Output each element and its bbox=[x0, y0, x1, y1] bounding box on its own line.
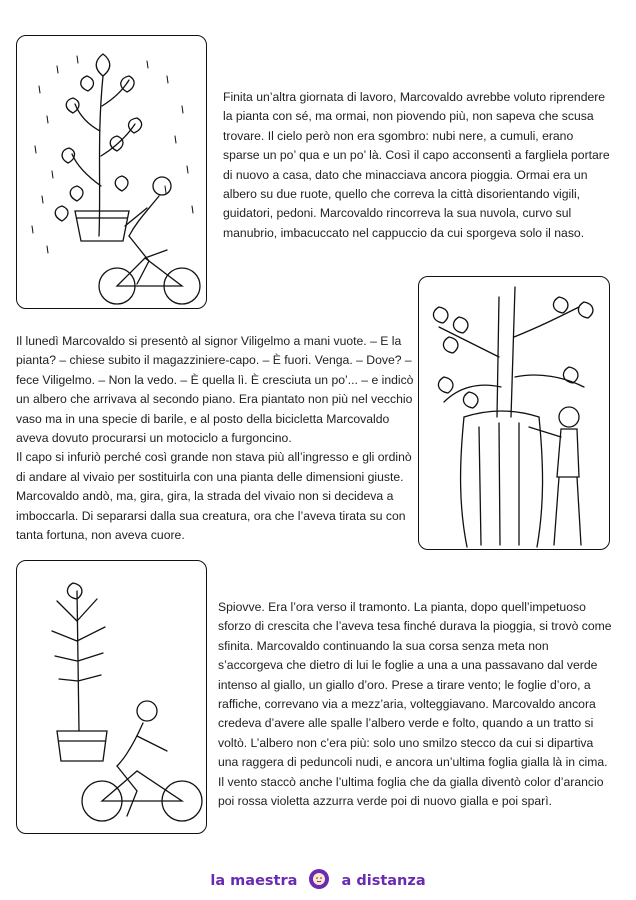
paragraph-one: Finita un’altra giornata di lavoro, Marcovaldo avrebbe voluto riprendere la pianta con sé, ma ormai, non piovendo più, non sapeva che scusa trovare. Il cielo però non era sgombro: nubi nere, a cumuli, erano sparse un po’ qua e un po’ là. Così il capo acconsentì a fargliela portare di nuovo a casa, dato che minacciava ancora pioggia. Ormai era un albero su due ruote, quello che correva la città disorientando vigili, guidatori, pedoni. Marcovaldo rincorreva la sua nuvola, curvo sul manubrio, imbacuccato nel cappuccio da cui sporgeva solo il naso. bbox=[223, 90, 610, 240]
brand-text-left: la maestra bbox=[210, 873, 298, 889]
paragraph-two: Il lunedì Marcovaldo si presentò al signor Viligelmo a mani vuote. – E la pianta? – chiese subito il magazziniere-capo. – È fuori. Venga. – Dove? – fece Viligelmo. – Non la vedo. – È quella lì. È cresciuta un po’... – e indicò un albero che arrivava al secondo piano. Era piantato non più nel vecchio vaso ma in una specie di barile, e al posto della bicicletta Marcovaldo aveva dovuto procurarsi un motociclo a furgoncino. Il capo si infuriò perché così grande non stava più all’ingresso e gli ordinò di andare al vivaio per sostituirla con una pianta delle dimensioni giuste. Marcovaldo andò, ma, gira, gira, la strada del vivaio non si decideva a imboccarla. Di separarsi dalla sua creatura, ora che l’aveva tirata su con tanta fortuna, non aveva cuore. bbox=[16, 334, 414, 543]
rider-rain-drawing bbox=[17, 36, 206, 308]
paragraph-three: Spiovve. Era l’ora verso il tramonto. La pianta, dopo quell’impetuoso sforzo di crescita che l’aveva tesa finché durava la pioggia, si trovò come sfinita. Marcovaldo continuando la sua corsa senza meta non s’accorgeva che dietro di lui le foglie a una a una passavano dal verde intenso al giallo, un giallo d’oro. Prese a tirare vento; le foglie d’oro, a raffiche, correvano via a mezz’aria, volteggiavano. Marcovaldo ancora credeva d’avere alle spalle l’albero verde e folto, quando a un tratto si voltò. L’albero non c’era più: solo uno smilzo stecco da cui si dipartiva una raggera di peduncoli nudi, e ancora un’ultima foglia gialla là in cima. Il vento staccò anche l’ultima foglia che da gialla diventò color d’arancio poi rossa violetta azzurra verde poi di nuovo gialla e poi sparì. bbox=[218, 600, 612, 809]
footer-brand bbox=[0, 868, 636, 894]
teacher-avatar-icon bbox=[308, 868, 330, 894]
tall-tree-drawing bbox=[419, 277, 609, 549]
illustration-rider-bare-plant bbox=[16, 560, 207, 834]
rider-bare-plant-drawing bbox=[17, 561, 206, 833]
illustration-tall-tree bbox=[418, 276, 610, 550]
illustration-rider-rain bbox=[16, 35, 207, 309]
brand-text-right: a distanza bbox=[341, 873, 426, 889]
